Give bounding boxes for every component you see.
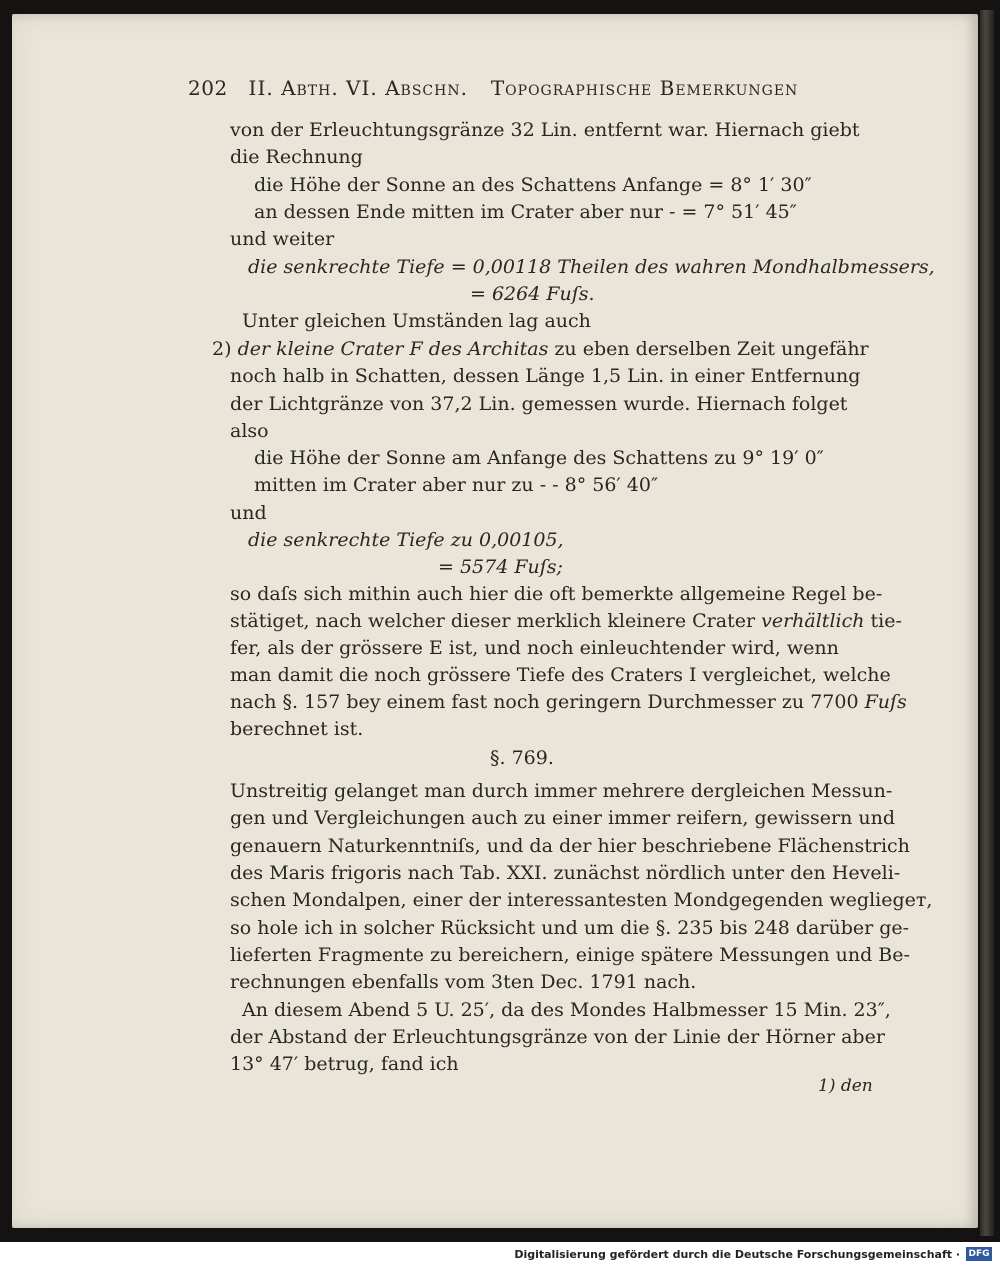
crater-name: der kleine Crater F des Architas bbox=[237, 338, 549, 360]
text-line bbox=[230, 609, 902, 633]
text-line: die senkrechte Tiefe zu 0,00105, bbox=[248, 529, 564, 551]
text-line: also bbox=[230, 420, 269, 442]
text-line: rechnungen ebenfalls vom 3ten Dec. 1791 nach. bbox=[230, 971, 697, 993]
text-line: man damit die noch grössere Tiefe des Craters I vergleichet, welche bbox=[230, 664, 891, 686]
emphasis: verhältlich bbox=[761, 610, 865, 632]
text-line: 13° 47′ betrug, fand ich bbox=[230, 1053, 459, 1075]
text-line: so daſs sich mithin auch hier die oft bemerkte allgemeine Regel be- bbox=[230, 583, 883, 605]
text-line bbox=[230, 690, 907, 714]
text-fragment: stätiget, nach welcher dieser merklich kleinere Crater bbox=[230, 610, 756, 632]
book-edge bbox=[980, 10, 994, 1236]
text-line: so hole ich in solcher Rücksicht und um die §. 235 bis 248 darüber ge- bbox=[230, 917, 910, 939]
text-line: Unstreitig gelanget man durch immer mehrere dergleichen Messun- bbox=[230, 780, 893, 802]
text-line: des Maris frigoris nach Tab. XXI. zunächst nördlich unter den Heveli- bbox=[230, 862, 901, 884]
page-header bbox=[188, 76, 798, 100]
text-line: an dessen Ende mitten im Crater aber nur - = 7° 51′ 45″ bbox=[254, 201, 797, 223]
running-title: II. Abth. VI. Abschn. bbox=[248, 76, 468, 100]
text-line: die Höhe der Sonne am Anfange des Schattens zu 9° 19′ 0″ bbox=[254, 447, 824, 469]
book-page bbox=[12, 14, 978, 1228]
text-line: noch halb in Schatten, dessen Länge 1,5 Lin. in einer Entfernung bbox=[230, 365, 861, 387]
text-line bbox=[212, 337, 869, 361]
catchword: 1) den bbox=[818, 1076, 873, 1096]
text-fragment: nach §. 157 bey einem fast noch geringern Durchmesser zu 7700 bbox=[230, 691, 859, 713]
dfg-logo: DFG bbox=[966, 1247, 992, 1261]
text-fragment: zu eben derselben Zeit ungefähr bbox=[554, 338, 869, 360]
section-title: Topographische Bemerkungen bbox=[490, 76, 799, 100]
text-line: die Rechnung bbox=[230, 146, 363, 168]
text-line: mitten im Crater aber nur zu - - 8° 56′ 40″ bbox=[254, 474, 659, 496]
item-number: 2) bbox=[212, 338, 232, 360]
footer-credit: Digitalisierung gefördert durch die Deutsche Forschungsgemeinschaft · bbox=[514, 1248, 960, 1261]
emphasis: Fuſs bbox=[864, 691, 907, 713]
text-line: und bbox=[230, 502, 267, 524]
text-line: die senkrechte Tiefe = 0,00118 Theilen des wahren Mondhalbmessers, bbox=[248, 256, 935, 278]
text-line: = 5574 Fuſs; bbox=[438, 556, 563, 578]
section-heading: §. 769. bbox=[490, 747, 554, 769]
text-line: die Höhe der Sonne an des Schattens Anfange = 8° 1′ 30″ bbox=[254, 174, 812, 196]
text-line: lieferten Fragmente zu bereichern, einige spätere Messungen und Be- bbox=[230, 944, 910, 966]
text-line: Unter gleichen Umständen lag auch bbox=[242, 310, 591, 332]
text-line: von der Erleuchtungsgränze 32 Lin. entfernt war. Hiernach giebt bbox=[230, 119, 860, 141]
text-line: genauern Naturkenntniſs, und da der hier beschriebene Flächenstrich bbox=[230, 835, 910, 857]
text-line: berechnet ist. bbox=[230, 718, 364, 740]
text-line: schen Mondalpen, einer der interessantesten Mondgegenden wegliegет, bbox=[230, 889, 933, 911]
text-line: = 6264 Fuſs. bbox=[470, 283, 595, 305]
text-line: und weiter bbox=[230, 228, 335, 250]
text-line: An diesem Abend 5 U. 25′, da des Mondes Halbmesser 15 Min. 23″, bbox=[242, 999, 891, 1021]
text-line: gen und Vergleichungen auch zu einer immer reifern, gewissern und bbox=[230, 807, 895, 829]
text-line: der Abstand der Erleuchtungsgränze von der Linie der Hörner aber bbox=[230, 1026, 885, 1048]
digitization-footer bbox=[0, 1242, 1000, 1268]
page-number: 202 bbox=[188, 76, 228, 100]
text-fragment: tie- bbox=[870, 610, 902, 632]
text-line: der Lichtgränze von 37,2 Lin. gemessen wurde. Hiernach folget bbox=[230, 393, 848, 415]
text-line: fer, als der grössere E ist, und noch einleuchtender wird, wenn bbox=[230, 637, 839, 659]
